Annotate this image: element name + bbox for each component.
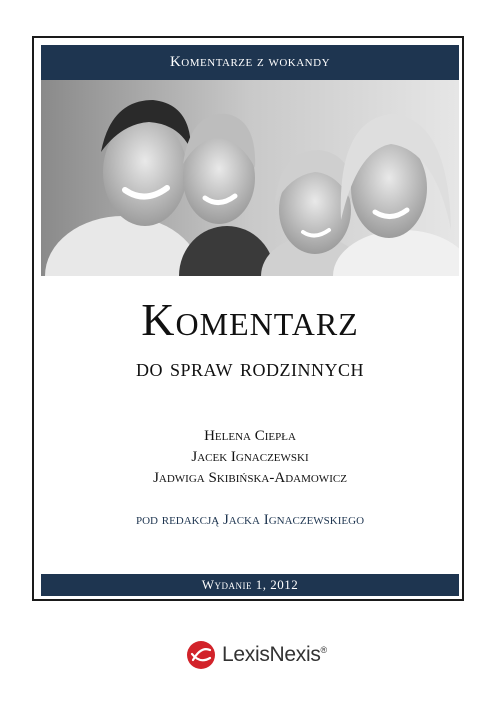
family-photo-image (41, 80, 459, 276)
publisher-name: LexisNexis® (222, 643, 327, 666)
publisher-logo (186, 640, 327, 670)
author-name: Helena Ciepła (204, 428, 296, 444)
edition-label: Wydanie 1, 2012 (201, 577, 299, 592)
book-title: Komentarz (141, 294, 359, 345)
authors-list (41, 426, 459, 489)
editor-line: pod redakcją Jacka Ignaczewskiego (135, 512, 365, 528)
author-name: Jadwiga Skibińska-Adamowicz (153, 470, 347, 486)
edition-band (41, 574, 459, 596)
author-name: Jacek Ignaczewski (191, 449, 309, 465)
book-subtitle: do spraw rodzinnych (135, 353, 365, 382)
lexisnexis-logo-icon (186, 640, 216, 670)
series-band (41, 45, 459, 80)
series-label: Komentarze z wokandy (169, 54, 331, 70)
